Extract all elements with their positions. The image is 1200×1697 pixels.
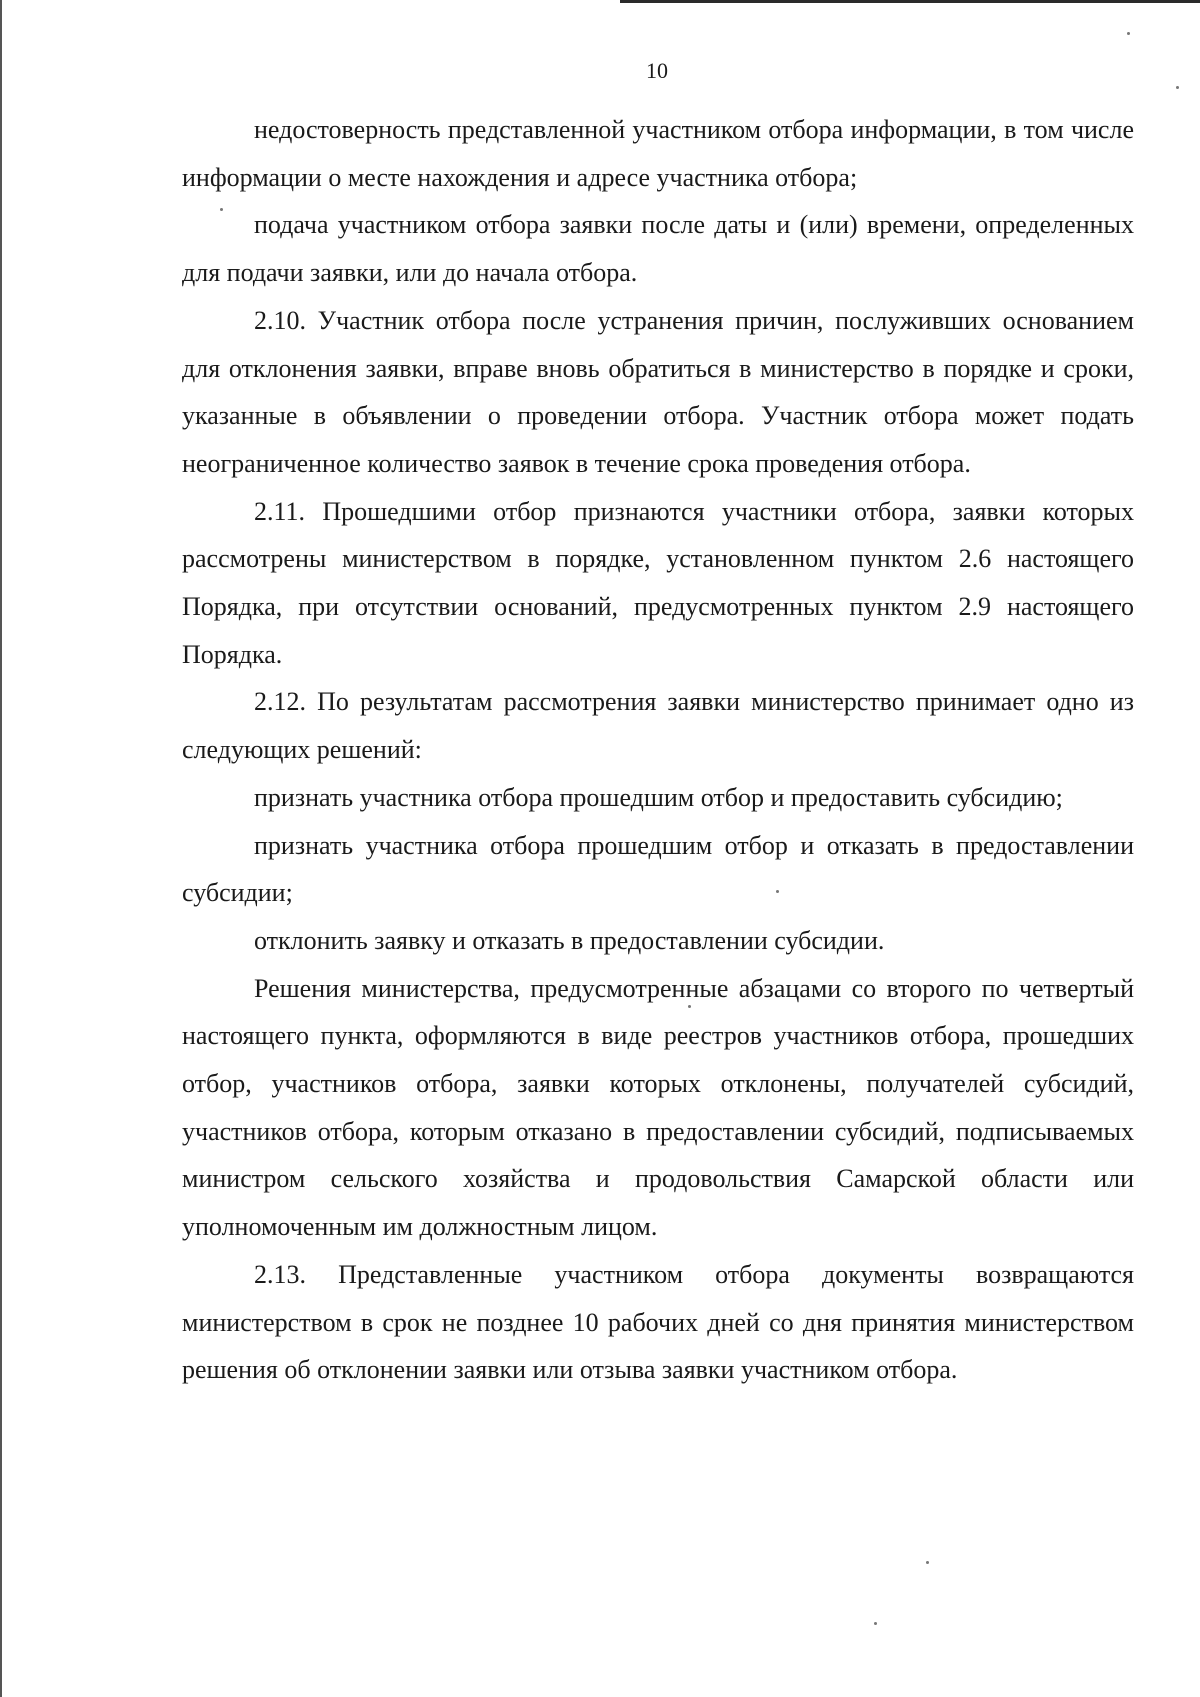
scan-speck — [220, 208, 223, 211]
document-body — [182, 106, 1134, 1394]
paragraph-2-11: 2.11. Прошедшими отбор признаются участники отбора, заявки которых рассмотрены министерством в порядке, установленном пунктом 2.6 настоящего Порядка, при отсутствии оснований, предусмотренных пунктом 2.9 настоящего Порядка. — [182, 496, 1134, 669]
page-number: 10 — [646, 58, 668, 83]
paragraph-2-10: 2.10. Участник отбора после устранения причин, послуживших основанием для отклонения заявки, вправе вновь обратиться в министерство в порядке и сроки, указанные в объявлении о проведении отбора. Участник отбора может подать неограниченное количество заявок в течение срока проведения отбора. — [182, 305, 1134, 478]
scan-speck — [874, 1622, 877, 1625]
scan-speck — [688, 1005, 691, 1008]
paragraph-unreliable-information: недостоверность представленной участником отбора информации, в том числе информации о месте нахождения и адресе участника отбора; — [182, 115, 1134, 192]
paragraph-decision-reject: отклонить заявку и отказать в предоставлении субсидии. — [254, 925, 885, 955]
paragraph-registries: Решения министерства, предусмотренные абзацами со второго по четвертый настоящего пункта, оформляются в виде реестров участников отбора, прошедших отбор, участников отбора, заявки которых отклонены, получателей субсидий, участников отбора, которым отказано в предоставлении субсидий, подписываемых министром сельского хозяйства и продовольствия Самарской области или уполномоченным им должностным лицом. — [182, 973, 1134, 1242]
paragraph-decision-grant: признать участника отбора прошедшим отбор и предоставить субсидию; — [254, 782, 1063, 812]
scan-speck — [1176, 86, 1179, 89]
paragraph-2-12: 2.12. По результатам рассмотрения заявки министерство принимает одно из следующих решений: — [182, 687, 1134, 765]
scan-top-rule — [620, 0, 1200, 3]
scan-speck — [776, 890, 779, 893]
paragraph-decision-refuse: признать участника отбора прошедшим отбор и отказать в предоставлении субсидии; — [182, 830, 1134, 908]
scan-speck — [926, 1561, 929, 1564]
paragraph-late-submission: подача участником отбора заявки после даты и (или) времени, определенных для подачи заявки, или до начала отбора. — [182, 210, 1134, 288]
scan-speck — [1127, 32, 1130, 35]
paragraph-2-13: 2.13. Представленные участником отбора документы возвращаются министерством в срок не позднее 10 рабочих дней со дня принятия министерством решения об отклонении заявки или отзыва заявки участником отбора. — [182, 1259, 1134, 1385]
scan-left-edge — [0, 0, 2, 1697]
